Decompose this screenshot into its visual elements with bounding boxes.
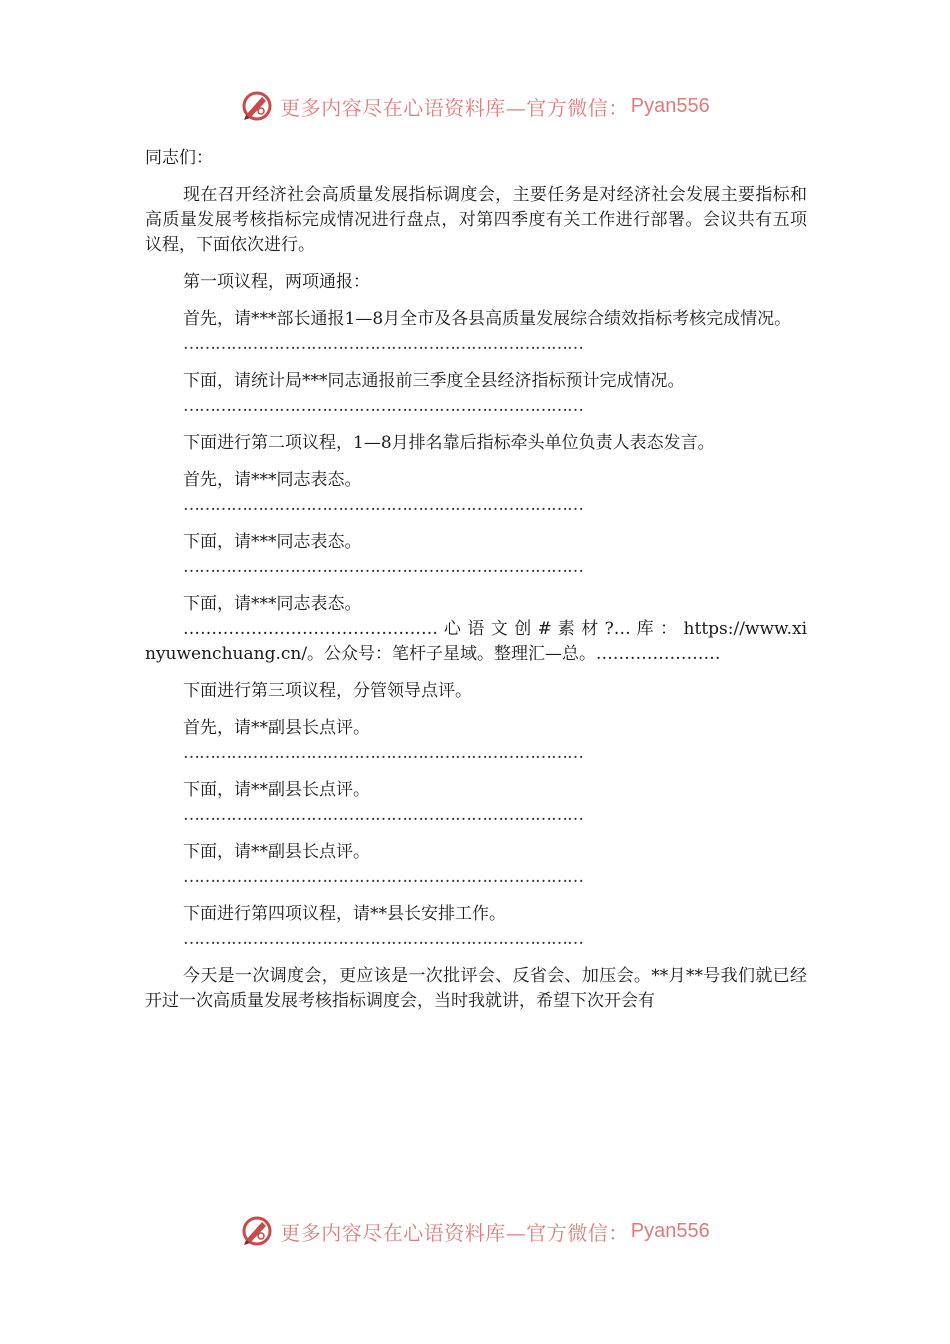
banner-text: 更多内容尽在心语资料库—官方微信： (280, 95, 629, 120)
agenda-2-third-statement: 下面，请***同志表态。 (183, 594, 362, 614)
banner-wechat-id: Pyan556 (630, 94, 710, 117)
banner-text: 更多内容尽在心语资料库—官方微信： (280, 1220, 629, 1245)
ellipsis-line: ………………………………………………………………… (183, 805, 583, 825)
footer-banner (0, 1209, 950, 1253)
agenda-3-second-comment: 下面，请**副县长点评。 (183, 780, 370, 800)
ellipsis-line: ………………………………………………………………… (183, 334, 583, 354)
agenda-item-1: 第一项议程，两项通报： (183, 272, 370, 292)
ellipsis-line: ………………………………………………………………… (183, 867, 583, 887)
agenda-1-second-report: 下面，请统计局***同志通报前三季度全县经济指标预计完成情况。 (183, 371, 685, 391)
pen-logo-icon (240, 1214, 274, 1248)
ellipsis-line: ………………………………………………………………… (183, 929, 583, 949)
intro-paragraph: 现在召开经济社会高质量发展指标调度会，主要任务是对经济社会发展主要指标和高质量发展考核指标完成情况进行盘点，对第四季度有关工作进行部署。会议共有五项议程，下面依次进行。 (145, 185, 807, 255)
pen-logo-icon (240, 89, 274, 123)
agenda-2-first-statement: 首先，请***同志表态。 (183, 470, 362, 490)
agenda-item-3: 下面进行第三项议程，分管领导点评。 (183, 681, 472, 701)
agenda-1-first-report: 首先，请***部长通报1—8月全市及各县高质量发展综合绩效指标考核完成情况。 (183, 309, 792, 329)
ellipsis-line: ………………………………………………………………… (183, 557, 583, 577)
agenda-item-2: 下面进行第二项议程，1—8月排名靠后指标牵头单位负责人表态发言。 (183, 433, 715, 453)
agenda-2-second-statement: 下面，请***同志表态。 (183, 532, 362, 552)
ellipsis-line: ………………………………………………………………… (183, 495, 583, 515)
agenda-item-4: 下面进行第四项议程，请**县长安排工作。 (183, 904, 506, 924)
header-banner (0, 84, 950, 128)
ellipsis-line: ………………………………………………………………… (183, 396, 583, 416)
ellipsis-line: ………………………………………………………………… (183, 743, 583, 763)
agenda-3-first-comment: 首先，请**副县长点评。 (183, 718, 370, 738)
banner-wechat-id: Pyan556 (630, 1219, 710, 1242)
agenda-3-third-comment: 下面，请**副县长点评。 (183, 842, 370, 862)
document-body (145, 146, 807, 1014)
source-watermark-note: ……………………………………… 心 语 文 创 # 素 材 ?… 库 ： https://www.xinyuwenchuang.cn/。公众号：笔杆子星域。整理汇—总。.………………… (145, 619, 807, 664)
closing-paragraph: 今天是一次调度会，更应该是一次批评会、反省会、加压会。**月**号我们就已经开过一次高质量发展考核指标调度会，当时我就讲，希望下次开会有 (145, 966, 807, 1011)
greeting: 同志们： (145, 148, 213, 168)
